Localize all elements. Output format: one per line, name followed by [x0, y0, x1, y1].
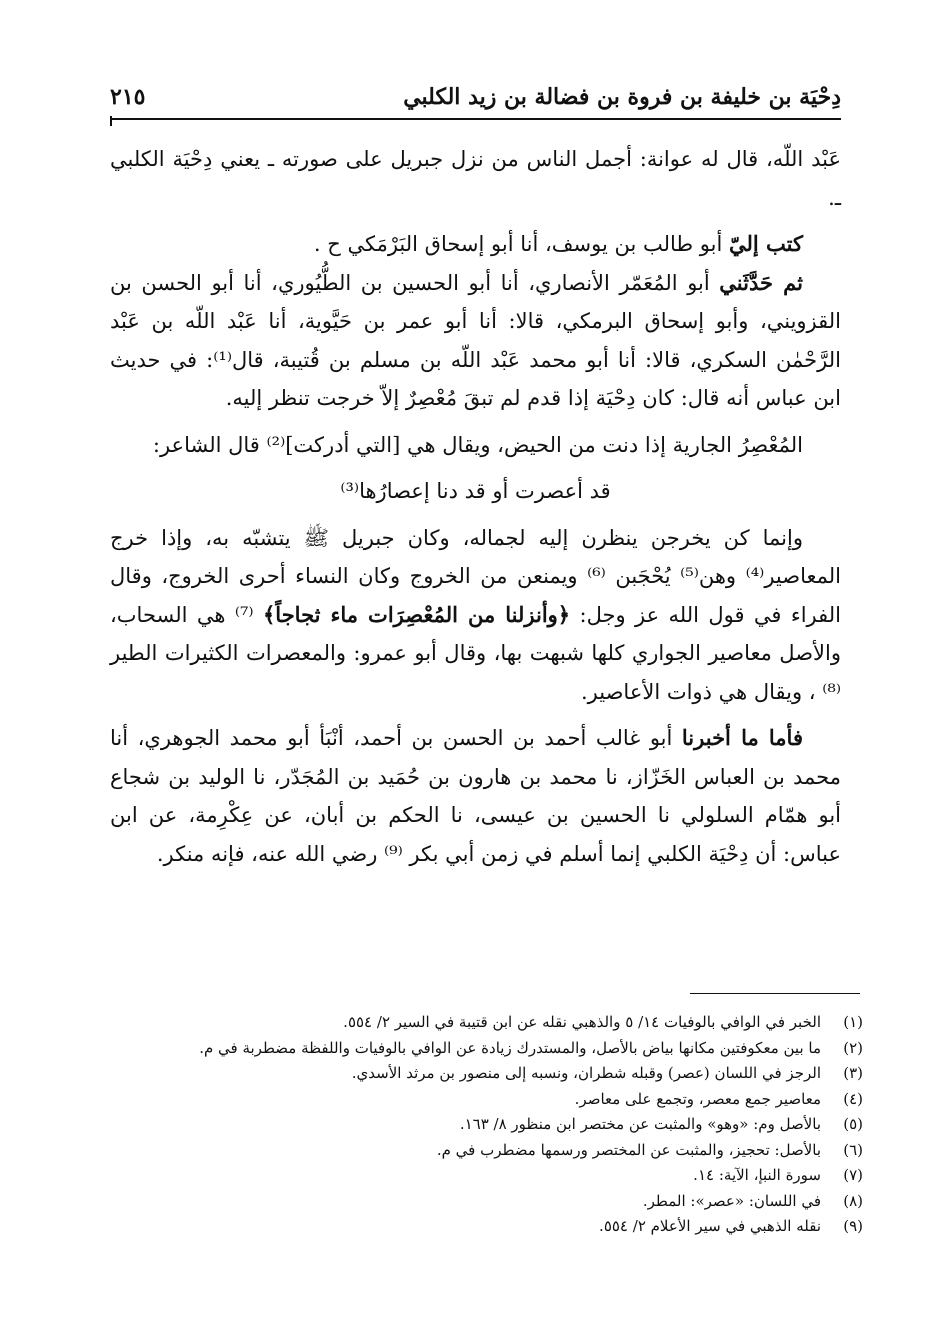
footnote	[110, 1214, 863, 1240]
footnote-number: (٥)	[843, 1115, 863, 1133]
chain-keyword: كتب إليّ	[728, 231, 803, 256]
footnote-text: بالأصل: تحجيز، والمثبت عن المختصر ورسمها مضطرب في م.	[436, 1140, 821, 1159]
paragraph-6-text: أبو غالب أحمد بن الحسن بن أحمد، أنْبَأ أبو محمد الجوهري، أنا محمد بن العباس الخَزّاز، نا محمد بن هارون بن حُمَيد بن المُجَدّر، نا الوليد بن شجاع أبو همّام السلولي نا الحسين بن عيسى، نا الحكم بن أبان، عن عِكْرِمة، عن ابن عباس: أن دِحْيَة الكلبي إنما أسلم في زمن أبي بكر ⁽⁹⁾ رضي الله عنه، فإنه منكر.	[110, 726, 841, 866]
chain-keyword: ثم حَدَّثَني	[719, 269, 803, 295]
footnote	[110, 1112, 863, 1138]
footnote	[110, 1010, 863, 1036]
paragraph-2-text: أبو طالب بن يوسف، أنا أبو إسحاق البَرْمَكي ح .	[313, 232, 729, 256]
footnote-text: الرجز في اللسان (عصر) وقبله شطران، ونسبه إلى منصور بن مرثد الأسدي.	[351, 1064, 821, 1082]
footnote	[110, 1036, 863, 1062]
paragraph-3	[110, 264, 841, 418]
paragraph-6	[110, 719, 841, 873]
footnote-rule	[690, 993, 860, 994]
footnote-number: (٦)	[843, 1140, 863, 1159]
footnote-number: (٩)	[843, 1217, 863, 1235]
footnote-number: (٤)	[843, 1089, 863, 1108]
main-text	[110, 140, 841, 873]
footnote-number: (٧)	[843, 1166, 863, 1184]
chain-keyword: فأما ما أخبرنا	[681, 725, 803, 750]
footnote	[110, 1163, 863, 1189]
paragraph-5-text-b: ⁽⁷⁾ هي السحاب، والأصل معاصير الجواري كلها شبهت بها، وقال أبو عمرو: والمعصرات الكثيرات الطير ⁽⁸⁾ ، ويقال هي ذوات الأعاصير.	[110, 602, 841, 704]
footnote	[110, 1138, 863, 1164]
footnote-text: بالأصل وم: «وهو» والمثبت عن مختصر ابن منظور ٨/ ١٦٣.	[459, 1115, 821, 1133]
header-rule-tick	[110, 116, 112, 126]
footnote-text: في اللسان: «عصر»: المطر.	[642, 1191, 821, 1210]
paragraph-1: عَبْد اللّه، قال له عوانة: أجمل الناس من نزل جبريل على صورته ـ يعني دِحْيَة الكلبي ـ.	[110, 147, 841, 210]
poetry-verse: قد أعصرت أو قد دنا إعصارُها⁽³⁾	[340, 479, 611, 503]
footnote-text: الخبر في الوافي بالوفيات ١٤/ ٥ والذهبي نقله عن ابن قتيبة في السير ٢/ ٥٥٤.	[343, 1013, 821, 1031]
paragraph-3-text: أبو المُعَمّر الأنصاري، أنا أبو الحسين بن الطُّيُوري، أنا أبو الحسن بن القزويني، وأبو إسحاق البرمكي، قالا: أنا أبو عمر بن حَيَّوية، أنا عَبْد اللّه بن عَبْد الرَّحْمٰن السكري، قالا: أنا أبو محمد عَبْد اللّه بن مسلم بن قُتيبة، قال⁽¹⁾: في حديث ابن عباس أنه قال: كان دِحْيَة إذا قدم لم تبقَ مُعْصِرٌ إلاّ خرجت تنظر إليه.	[110, 270, 841, 410]
footnote-number: (٣)	[843, 1064, 863, 1082]
footnote	[110, 1087, 863, 1113]
footnote-text: نقله الذهبي في سير الأعلام ٢/ ٥٥٤.	[599, 1217, 821, 1235]
footnote-text: معاصير جمع معصر، وتجمع على معاصر.	[574, 1089, 821, 1108]
paragraph-5	[110, 519, 841, 712]
footnote-number: (٨)	[843, 1191, 863, 1210]
paragraph-5-text-a: وإنما كن يخرجن ينظرن إليه لجماله، وكان جبريل ﷺ يتشبّه به، وإذا خرج المعاصير⁽⁴⁾ وهن⁽⁵⁾ يُحْجَبن ⁽⁶⁾ ويمنعن من الخروج وكان النساء أحرى الخروج، وقال الفراء في قول الله عز وجل:	[110, 525, 841, 627]
footnote-number: (٢)	[843, 1038, 863, 1057]
quran-quote: ﴿وأنزلنا من المُعْصِرَات ماء ثجاجاً﴾	[262, 601, 571, 627]
running-header	[110, 78, 841, 118]
footnote	[110, 1061, 863, 1087]
paragraph-4: المُعْصِرُ الجارية إذا دنت من الحيض، ويقال هي [التي أدركت]⁽²⁾ قال الشاعر:	[152, 432, 803, 457]
page-number: ٢١٥	[110, 84, 146, 110]
footnote	[110, 1189, 863, 1215]
footnote-text: ما بين معكوفتين مكانها بياض بالأصل، والمستدرك زيادة عن الوافي بالوفيات واللفظة مضطربة في م.	[199, 1038, 821, 1057]
footnotes	[110, 1010, 863, 1240]
paragraph-2	[110, 225, 841, 264]
footnote-text: سورة النبإ، الآية: ١٤.	[693, 1166, 821, 1184]
header-rule	[110, 118, 841, 120]
footnote-number: (١)	[843, 1013, 863, 1031]
header-title: دِحْيَة بن خليفة بن فروة بن فضالة بن زيد الكلبي	[403, 84, 841, 110]
